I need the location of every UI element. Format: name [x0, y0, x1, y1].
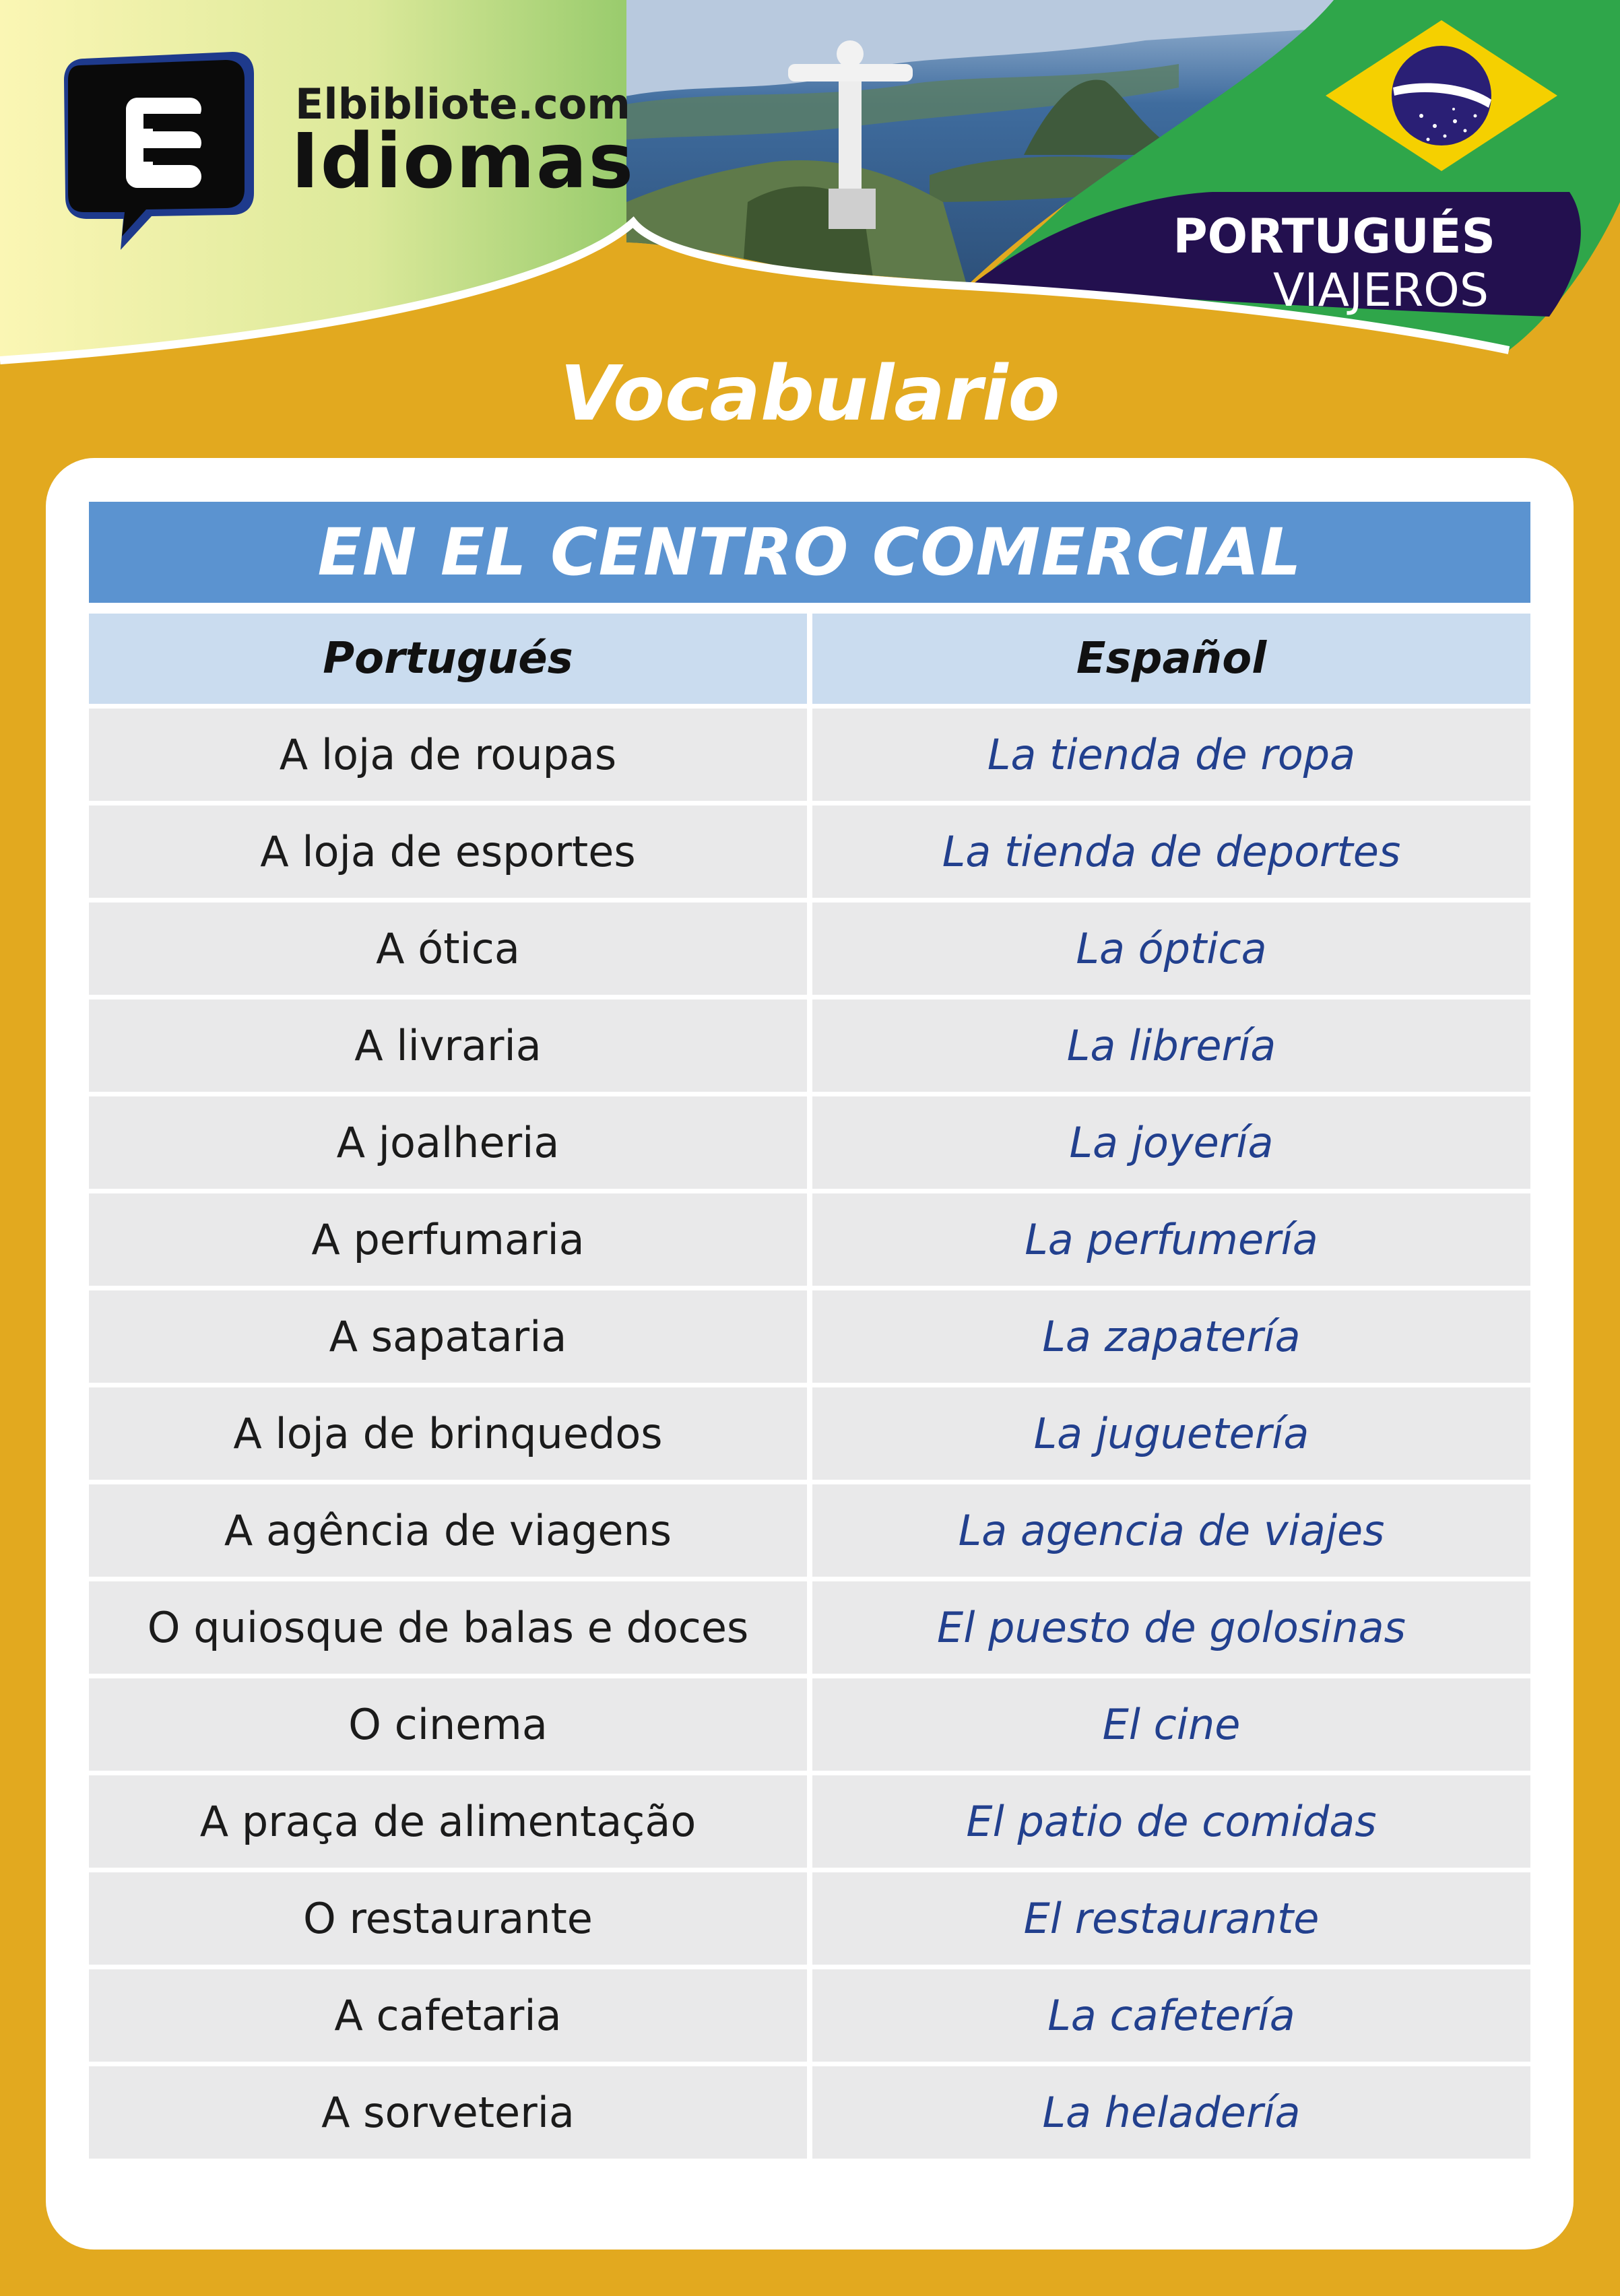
brand-site: Elbibliote.com	[295, 79, 630, 129]
portuguese-term: A cafetaria	[89, 1969, 807, 2062]
table-row	[89, 709, 1530, 801]
brazil-flag-icon	[1320, 15, 1563, 176]
spanish-term: La joyería	[812, 1096, 1530, 1189]
portuguese-term: O restaurante	[89, 1872, 807, 1965]
portuguese-term: A ótica	[89, 903, 807, 995]
column-header-portuguese: Portugués	[89, 614, 807, 704]
portuguese-term: A joalheria	[89, 1096, 807, 1189]
table-row	[89, 1581, 1530, 1674]
portuguese-term: A loja de esportes	[89, 806, 807, 898]
table-row	[89, 903, 1530, 995]
portuguese-term: O cinema	[89, 1678, 807, 1771]
table-row	[89, 1678, 1530, 1771]
spanish-term: El cine	[812, 1678, 1530, 1771]
table-row	[89, 999, 1530, 1092]
column-header-spanish: Español	[812, 614, 1530, 704]
table-row	[89, 1290, 1530, 1383]
portuguese-term: A perfumaria	[89, 1193, 807, 1286]
spanish-term: La zapatería	[812, 1290, 1530, 1383]
spanish-term: La perfumería	[812, 1193, 1530, 1286]
spanish-term: La heladería	[812, 2066, 1530, 2159]
table-row	[89, 2066, 1530, 2159]
spanish-term: La tienda de deportes	[812, 806, 1530, 898]
speech-bubble-logo-icon	[64, 51, 256, 253]
portuguese-term: A sorveteria	[89, 2066, 807, 2159]
table-row	[89, 1387, 1530, 1480]
table-title: EN EL CENTRO COMERCIAL	[89, 502, 1530, 603]
table-row	[89, 1096, 1530, 1189]
portuguese-term: O quiosque de balas e doces	[89, 1581, 807, 1674]
course-level: VIAJEROS	[1272, 264, 1489, 317]
spanish-term: La juguetería	[812, 1387, 1530, 1480]
spanish-term: La tienda de ropa	[812, 709, 1530, 801]
spanish-term: La agencia de viajes	[812, 1484, 1530, 1577]
table-row	[89, 1775, 1530, 1868]
portuguese-term: A agência de viagens	[89, 1484, 807, 1577]
portuguese-term: A loja de brinquedos	[89, 1387, 807, 1480]
portuguese-term: A sapataria	[89, 1290, 807, 1383]
portuguese-term: A praça de alimentação	[89, 1775, 807, 1868]
spanish-term: La óptica	[812, 903, 1530, 995]
brand-name: Idiomas	[291, 118, 635, 205]
course-language: PORTUGUÉS	[1173, 209, 1495, 264]
table-row	[89, 1969, 1530, 2062]
portuguese-term: A livraria	[89, 999, 807, 1092]
spanish-term: La cafetería	[812, 1969, 1530, 2062]
table-row	[89, 1872, 1530, 1965]
vocabulary-table	[89, 709, 1530, 2163]
table-row	[89, 1484, 1530, 1577]
section-title: Vocabulario	[560, 350, 1060, 438]
table-row	[89, 1193, 1530, 1286]
portuguese-term: A loja de roupas	[89, 709, 807, 801]
spanish-term: La librería	[812, 999, 1530, 1092]
spanish-term: El patio de comidas	[812, 1775, 1530, 1868]
table-row	[89, 806, 1530, 898]
spanish-term: El restaurante	[812, 1872, 1530, 1965]
spanish-term: El puesto de golosinas	[812, 1581, 1530, 1674]
